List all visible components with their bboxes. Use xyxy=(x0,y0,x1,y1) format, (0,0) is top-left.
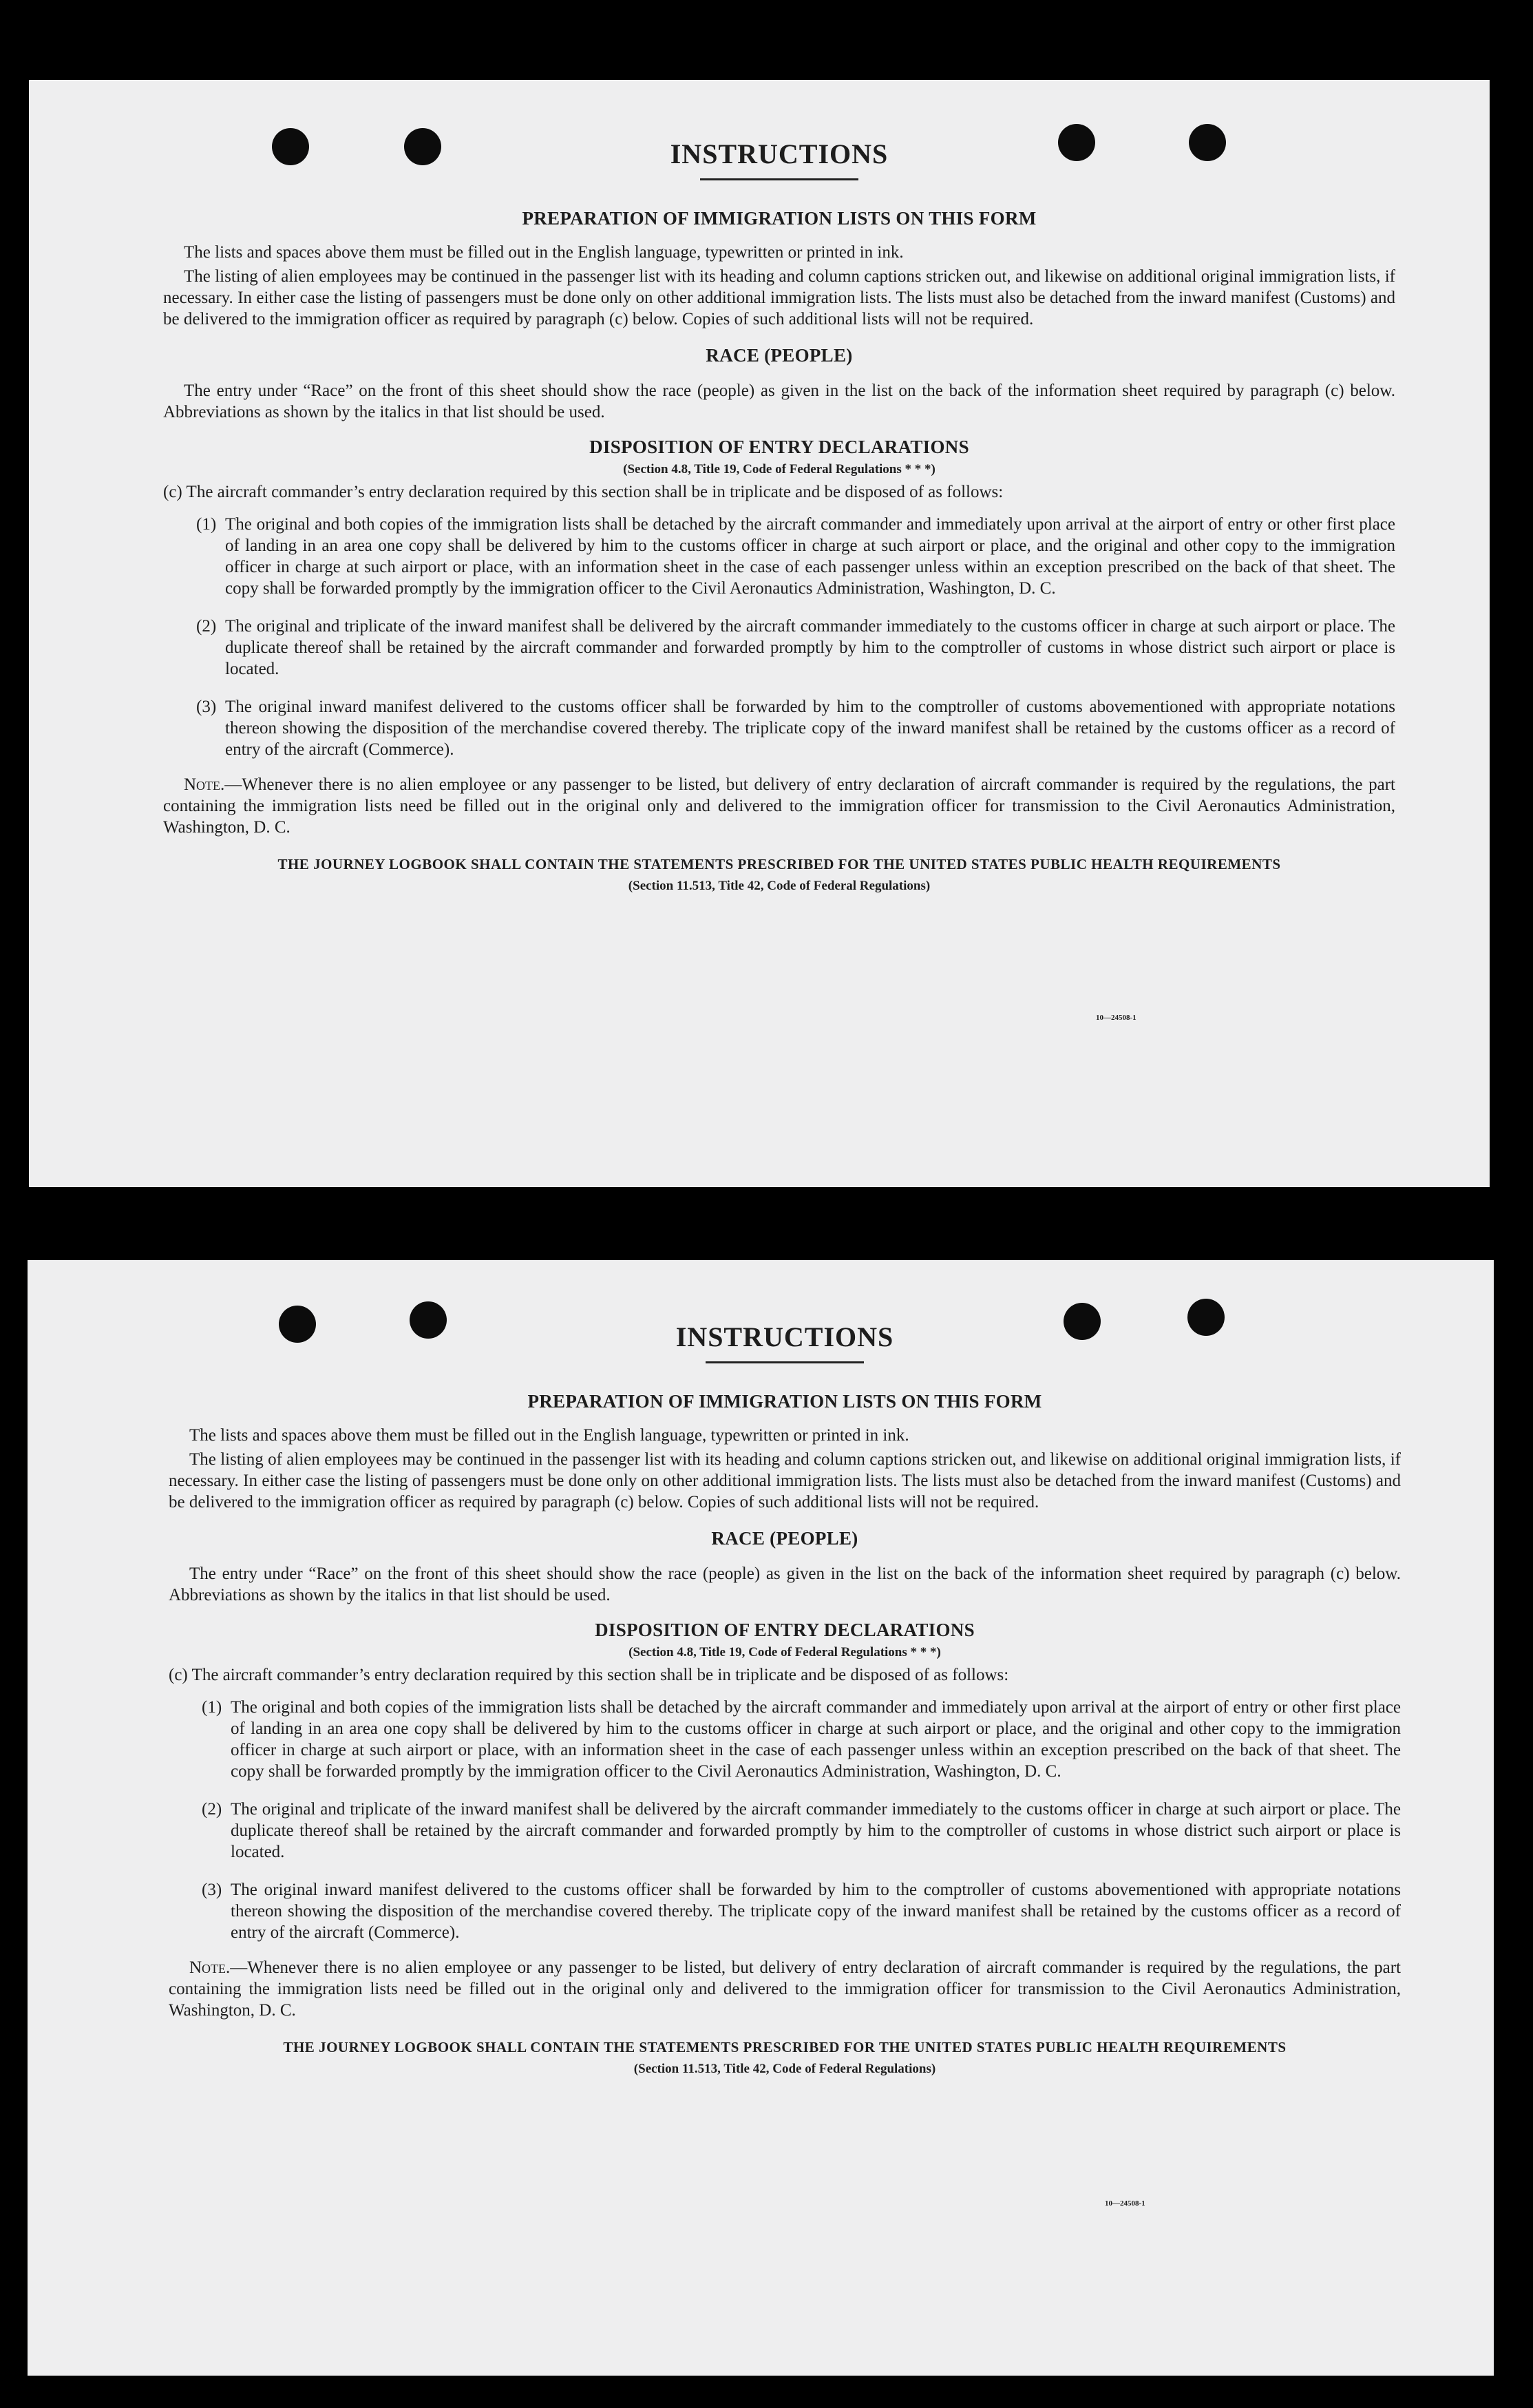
instruction-sheet-2 xyxy=(28,1260,1494,2376)
section-heading-preparation: PREPARATION OF IMMIGRATION LISTS ON THIS FORM xyxy=(522,208,1037,229)
note-paragraph xyxy=(169,1957,1401,2021)
sheet-content xyxy=(169,1321,1401,2077)
list-item xyxy=(196,616,1395,680)
footer-citation: (Section 11.513, Title 42, Code of Federal Regulations) xyxy=(628,879,931,893)
list-item-number: (1) xyxy=(202,1698,222,1717)
note-text: —Whenever there is no alien employee or any passenger to be listed, but delivery of entry declaration of aircraft commander is required by the regulations, the part containing the immigration lists need be filled out in the original only and delivered to the immigration officer for transmission to the Civil Aeronautics Administration, Washington, D. C. xyxy=(163,775,1395,837)
paragraph-listing: The listing of alien employees may be continued in the passenger list with its heading and column captions stricken out, and likewise on additional original immigration lists, if necessary. In either case the listing of passengers must be done only on other additional immigration lists. The lists must also be detached from the inward manifest (Customs) and be delivered to the immigration officer as required by paragraph (c) below. Copies of such additional lists will not be required. xyxy=(163,267,1395,328)
sheet-content xyxy=(163,138,1395,894)
section-heading-race: RACE (PEOPLE) xyxy=(711,1528,858,1549)
section-heading-disposition: DISPOSITION OF ENTRY DECLARATIONS xyxy=(589,437,969,457)
list-item-text: The original and both copies of the immigration lists shall be detached by the aircraft commander and immediately upon arrival at the airport of entry or other first place of landing in an area one copy shall be delivered by him to the customs officer in charge at such airport or place, and the original and other copy to the immigration officer in charge at such airport or place, with an information sheet in the case of each passenger unless within an exception prescribed on the back of that sheet. The copy shall be forwarded promptly by the immigration officer to the Civil Aeronautics Administration, Washington, D. C. xyxy=(225,515,1395,598)
list-item-text: The original inward manifest delivered to the customs officer shall be forwarded by him to the comptroller of customs abovementioned with appropriate notations thereon showing the disposition of the merchandise covered thereby. The triplicate copy of the inward manifest shall be retained by the customs officer as a record of entry of the aircraft (Commerce). xyxy=(231,1881,1401,1942)
list-item-number: (1) xyxy=(196,515,217,534)
list-item-text: The original and triplicate of the inward manifest shall be delivered by the aircraft commander immediately to the customs officer in charge at such airport or place. The duplicate thereof shall be retained by the aircraft commander and forwarded promptly by him to the comptroller of customs in whose district such airport or place is located. xyxy=(225,617,1395,678)
title-divider xyxy=(700,178,858,180)
list-item-number: (2) xyxy=(202,1800,222,1819)
form-number: 10—24508-1 xyxy=(1105,2199,1145,2208)
list-item xyxy=(202,1799,1401,1863)
footer-statement: THE JOURNEY LOGBOOK SHALL CONTAIN THE STATEMENTS PRESCRIBED FOR THE UNITED STATES PUBLIC HEALTH REQUIREMENTS xyxy=(277,856,1281,872)
list-item-number: (3) xyxy=(202,1881,222,1899)
section-citation: (Section 4.8, Title 19, Code of Federal Regulations * * *) xyxy=(628,1645,941,1660)
note-label: Note. xyxy=(189,1958,231,1977)
paragraph-clause-c: (c) The aircraft commander’s entry declaration required by this section shall be in triplicate and be disposed of as follows: xyxy=(169,1666,1009,1684)
section-heading-disposition: DISPOSITION OF ENTRY DECLARATIONS xyxy=(595,1620,975,1640)
note-paragraph xyxy=(163,774,1395,838)
paragraph-listing: The listing of alien employees may be continued in the passenger list with its heading and column captions stricken out, and likewise on additional original immigration lists, if necessary. In either case the listing of passengers must be done only on other additional immigration lists. The lists must also be detached from the inward manifest (Customs) and be delivered to the immigration officer as required by paragraph (c) below. Copies of such additional lists will not be required. xyxy=(169,1450,1401,1511)
footer-statement: THE JOURNEY LOGBOOK SHALL CONTAIN THE STATEMENTS PRESCRIBED FOR THE UNITED STATES PUBLIC HEALTH REQUIREMENTS xyxy=(283,2039,1287,2055)
form-number: 10—24508-1 xyxy=(1096,1014,1136,1022)
instruction-sheet-1 xyxy=(29,80,1490,1187)
paragraph-language: The lists and spaces above them must be filled out in the English language, typewritten or printed in ink. xyxy=(189,1426,909,1445)
title-divider xyxy=(706,1361,864,1363)
list-item xyxy=(196,696,1395,760)
paragraph-race: The entry under “Race” on the front of this sheet should show the race (people) as given in the list on the back of the information sheet required by paragraph (c) below. Abbreviations as shown by the italics in that list should be used. xyxy=(163,381,1395,421)
list-item-number: (2) xyxy=(196,617,217,636)
paragraph-clause-c: (c) The aircraft commander’s entry declaration required by this section shall be in triplicate and be disposed of as follows: xyxy=(163,483,1004,501)
paragraph-race: The entry under “Race” on the front of this sheet should show the race (people) as given in the list on the back of the information sheet required by paragraph (c) below. Abbreviations as shown by the italics in that list should be used. xyxy=(169,1564,1401,1604)
list-item-text: The original inward manifest delivered to the customs officer shall be forwarded by him to the comptroller of customs abovementioned with appropriate notations thereon showing the disposition of the merchandise covered thereby. The triplicate copy of the inward manifest shall be retained by the customs officer as a record of entry of the aircraft (Commerce). xyxy=(225,698,1395,759)
page-title: INSTRUCTIONS xyxy=(670,138,889,169)
footer-citation: (Section 11.513, Title 42, Code of Federal Regulations) xyxy=(633,2062,936,2076)
section-heading-preparation: PREPARATION OF IMMIGRATION LISTS ON THIS FORM xyxy=(527,1391,1042,1412)
list-item-text: The original and both copies of the immigration lists shall be detached by the aircraft commander and immediately upon arrival at the airport of entry or other first place of landing in an area one copy shall be delivered by him to the customs officer in charge at such airport or place, and the original and other copy to the immigration officer in charge at such airport or place, with an information sheet in the case of each passenger unless within an exception prescribed on the back of that sheet. The copy shall be forwarded promptly by the immigration officer to the Civil Aeronautics Administration, Washington, D. C. xyxy=(231,1698,1401,1781)
list-item-text: The original and triplicate of the inward manifest shall be delivered by the aircraft commander immediately to the customs officer in charge at such airport or place. The duplicate thereof shall be retained by the aircraft commander and forwarded promptly by him to the comptroller of customs in whose district such airport or place is located. xyxy=(231,1800,1401,1861)
list-item xyxy=(202,1697,1401,1782)
section-citation: (Section 4.8, Title 19, Code of Federal Regulations * * *) xyxy=(623,462,935,477)
note-text: —Whenever there is no alien employee or any passenger to be listed, but delivery of entry declaration of aircraft commander is required by the regulations, the part containing the immigration lists need be filled out in the original only and delivered to the immigration officer for transmission to the Civil Aeronautics Administration, Washington, D. C. xyxy=(169,1958,1401,2020)
page-title: INSTRUCTIONS xyxy=(675,1321,894,1352)
note-label: Note. xyxy=(184,775,225,794)
list-item xyxy=(202,1879,1401,1943)
paragraph-language: The lists and spaces above them must be filled out in the English language, typewritten or printed in ink. xyxy=(184,243,904,262)
list-item-number: (3) xyxy=(196,698,217,716)
section-heading-race: RACE (PEOPLE) xyxy=(706,345,853,366)
list-item xyxy=(196,514,1395,599)
